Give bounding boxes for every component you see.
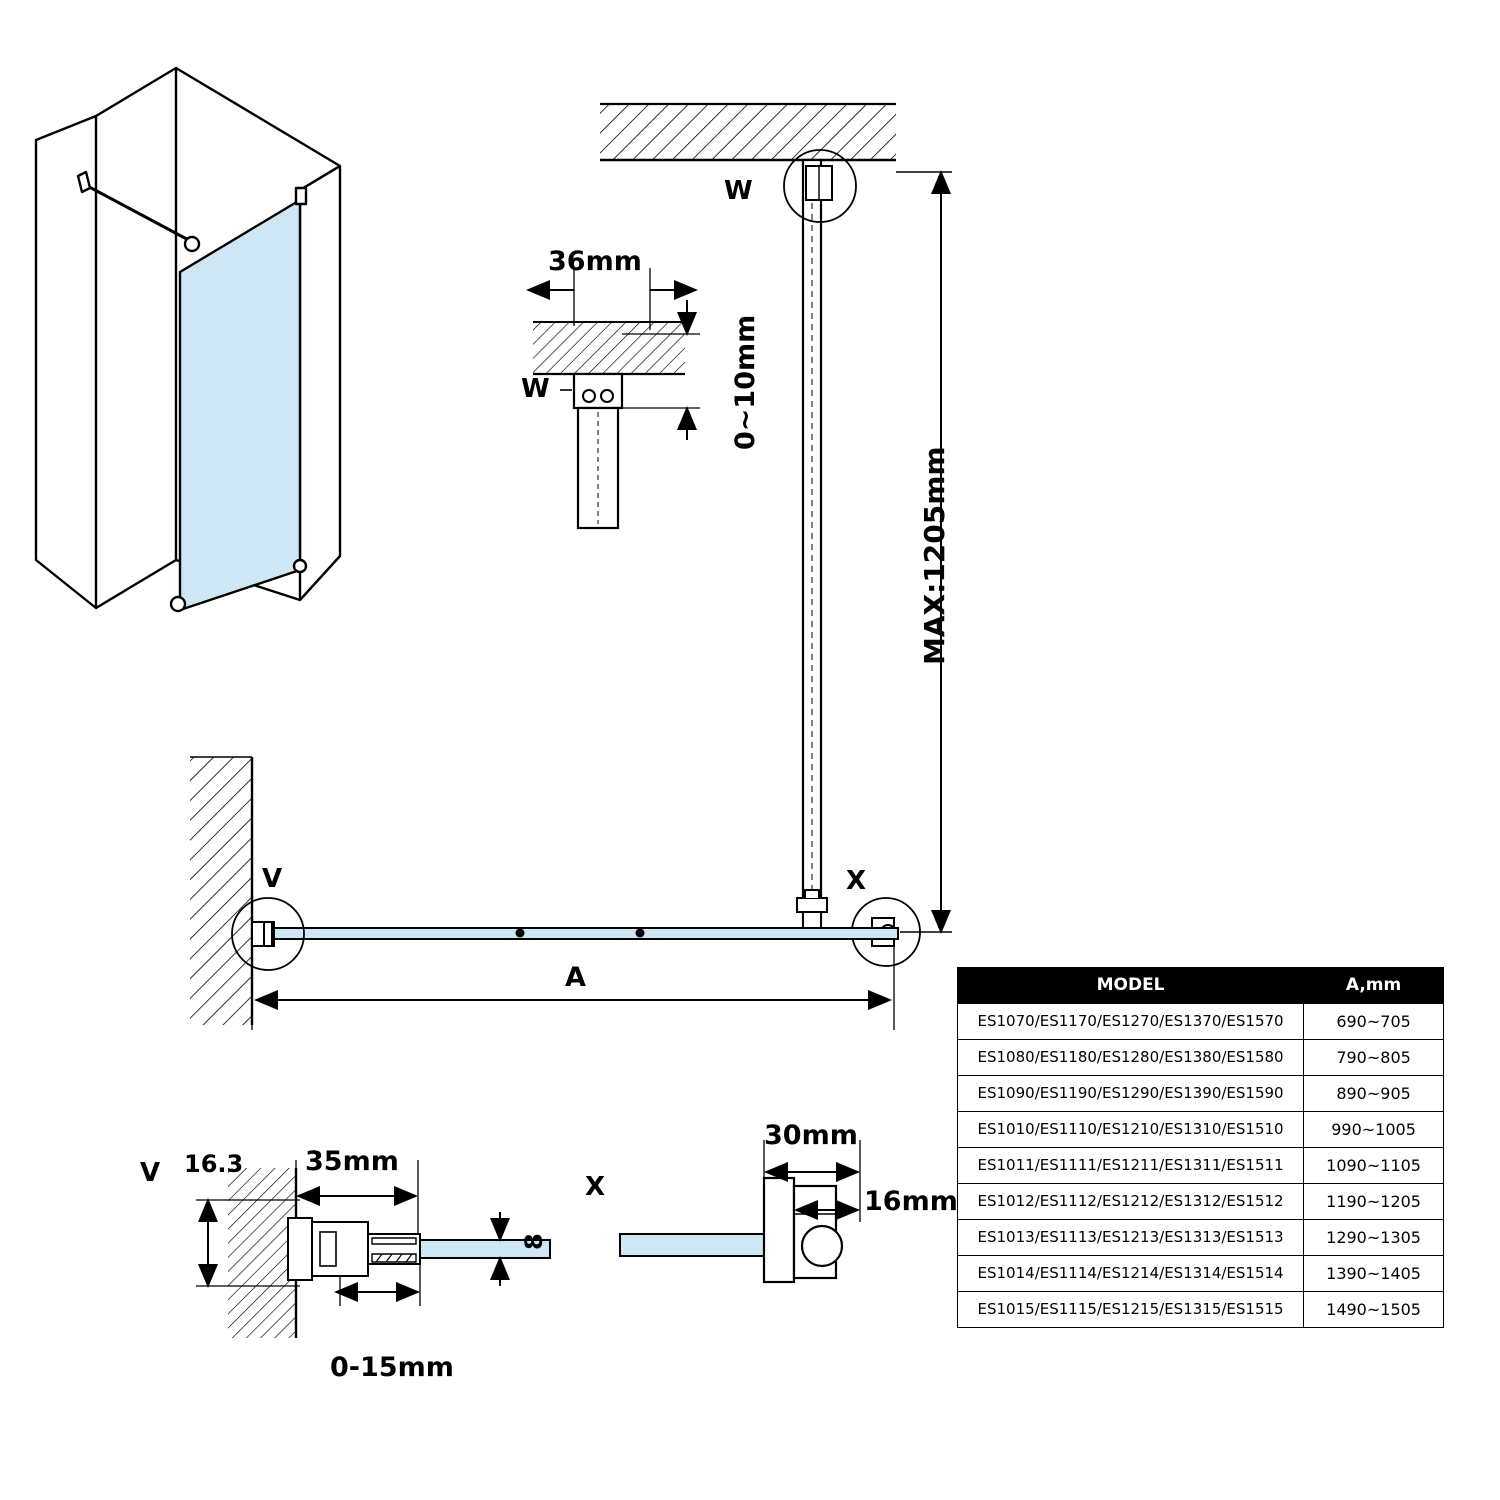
table-cell-model: ES1015/ES1115/ES1215/ES1315/ES1515 bbox=[958, 1292, 1304, 1328]
x-detail-support-bar-connector bbox=[620, 1140, 860, 1282]
dim-35mm: 35mm bbox=[305, 1146, 399, 1177]
table-row bbox=[958, 1040, 1444, 1076]
table-cell-a: 1390~1405 bbox=[1304, 1256, 1444, 1292]
table-cell-a: 990~1005 bbox=[1304, 1112, 1444, 1148]
dim-glass-thickness-8: 8 bbox=[520, 1233, 548, 1250]
label-x-plan: X bbox=[846, 866, 867, 896]
table-row bbox=[958, 1256, 1444, 1292]
label-x-detail: X bbox=[585, 1172, 606, 1202]
table-row bbox=[958, 1148, 1444, 1184]
dim-30mm: 30mm bbox=[764, 1120, 858, 1151]
model-dimension-table bbox=[957, 967, 1444, 1328]
table-cell-model: ES1070/ES1170/ES1270/ES1370/ES1570 bbox=[958, 1004, 1304, 1040]
dim-a: A bbox=[565, 962, 586, 993]
table-cell-model: ES1080/ES1180/ES1280/ES1380/ES1580 bbox=[958, 1040, 1304, 1076]
dim-0-15mm: 0-15mm bbox=[330, 1352, 454, 1383]
table-row bbox=[958, 1076, 1444, 1112]
table-header-model: MODEL bbox=[958, 968, 1304, 1004]
label-w-top: W bbox=[724, 176, 753, 206]
ceiling-mount-elevation bbox=[600, 104, 952, 966]
table-row bbox=[958, 1292, 1444, 1328]
table-row bbox=[958, 1112, 1444, 1148]
table-cell-model: ES1014/ES1114/ES1214/ES1314/ES1514 bbox=[958, 1256, 1304, 1292]
table-cell-model: ES1090/ES1190/ES1290/ES1390/ES1590 bbox=[958, 1076, 1304, 1112]
table-cell-a: 1090~1105 bbox=[1304, 1148, 1444, 1184]
table-cell-a: 890~905 bbox=[1304, 1076, 1444, 1112]
table-row bbox=[958, 1184, 1444, 1220]
table-header-row bbox=[958, 968, 1444, 1004]
dim-max-height: MAX:1205mm bbox=[918, 446, 951, 665]
label-w-detail: W bbox=[521, 374, 550, 404]
table-cell-model: ES1012/ES1112/ES1212/ES1312/ES1512 bbox=[958, 1184, 1304, 1220]
label-v-plan: V bbox=[262, 864, 283, 894]
plan-view-glass-panel bbox=[190, 757, 898, 1030]
table-cell-model: ES1010/ES1110/ES1210/ES1310/ES1510 bbox=[958, 1112, 1304, 1148]
table-cell-a: 1190~1205 bbox=[1304, 1184, 1444, 1220]
table-cell-model: ES1011/ES1111/ES1211/ES1311/ES1511 bbox=[958, 1148, 1304, 1184]
table-cell-a: 1290~1305 bbox=[1304, 1220, 1444, 1256]
dim-0-10mm: 0~10mm bbox=[730, 314, 761, 450]
table-row bbox=[958, 1220, 1444, 1256]
dim-16-3: 16.3 bbox=[184, 1150, 244, 1178]
w-detail-wall-bracket bbox=[528, 268, 700, 528]
dim-36mm: 36mm bbox=[548, 246, 642, 277]
v-detail-wall-profile bbox=[196, 1160, 550, 1338]
table-row bbox=[958, 1004, 1444, 1040]
dim-16mm: 16mm bbox=[864, 1186, 958, 1217]
table-cell-a: 690~705 bbox=[1304, 1004, 1444, 1040]
table-header-a: A,mm bbox=[1304, 968, 1444, 1004]
table-cell-a: 1490~1505 bbox=[1304, 1292, 1444, 1328]
isometric-shower-view bbox=[36, 68, 340, 611]
table-cell-model: ES1013/ES1113/ES1213/ES1313/ES1513 bbox=[958, 1220, 1304, 1256]
table-cell-a: 790~805 bbox=[1304, 1040, 1444, 1076]
label-v-detail: V bbox=[140, 1158, 161, 1188]
